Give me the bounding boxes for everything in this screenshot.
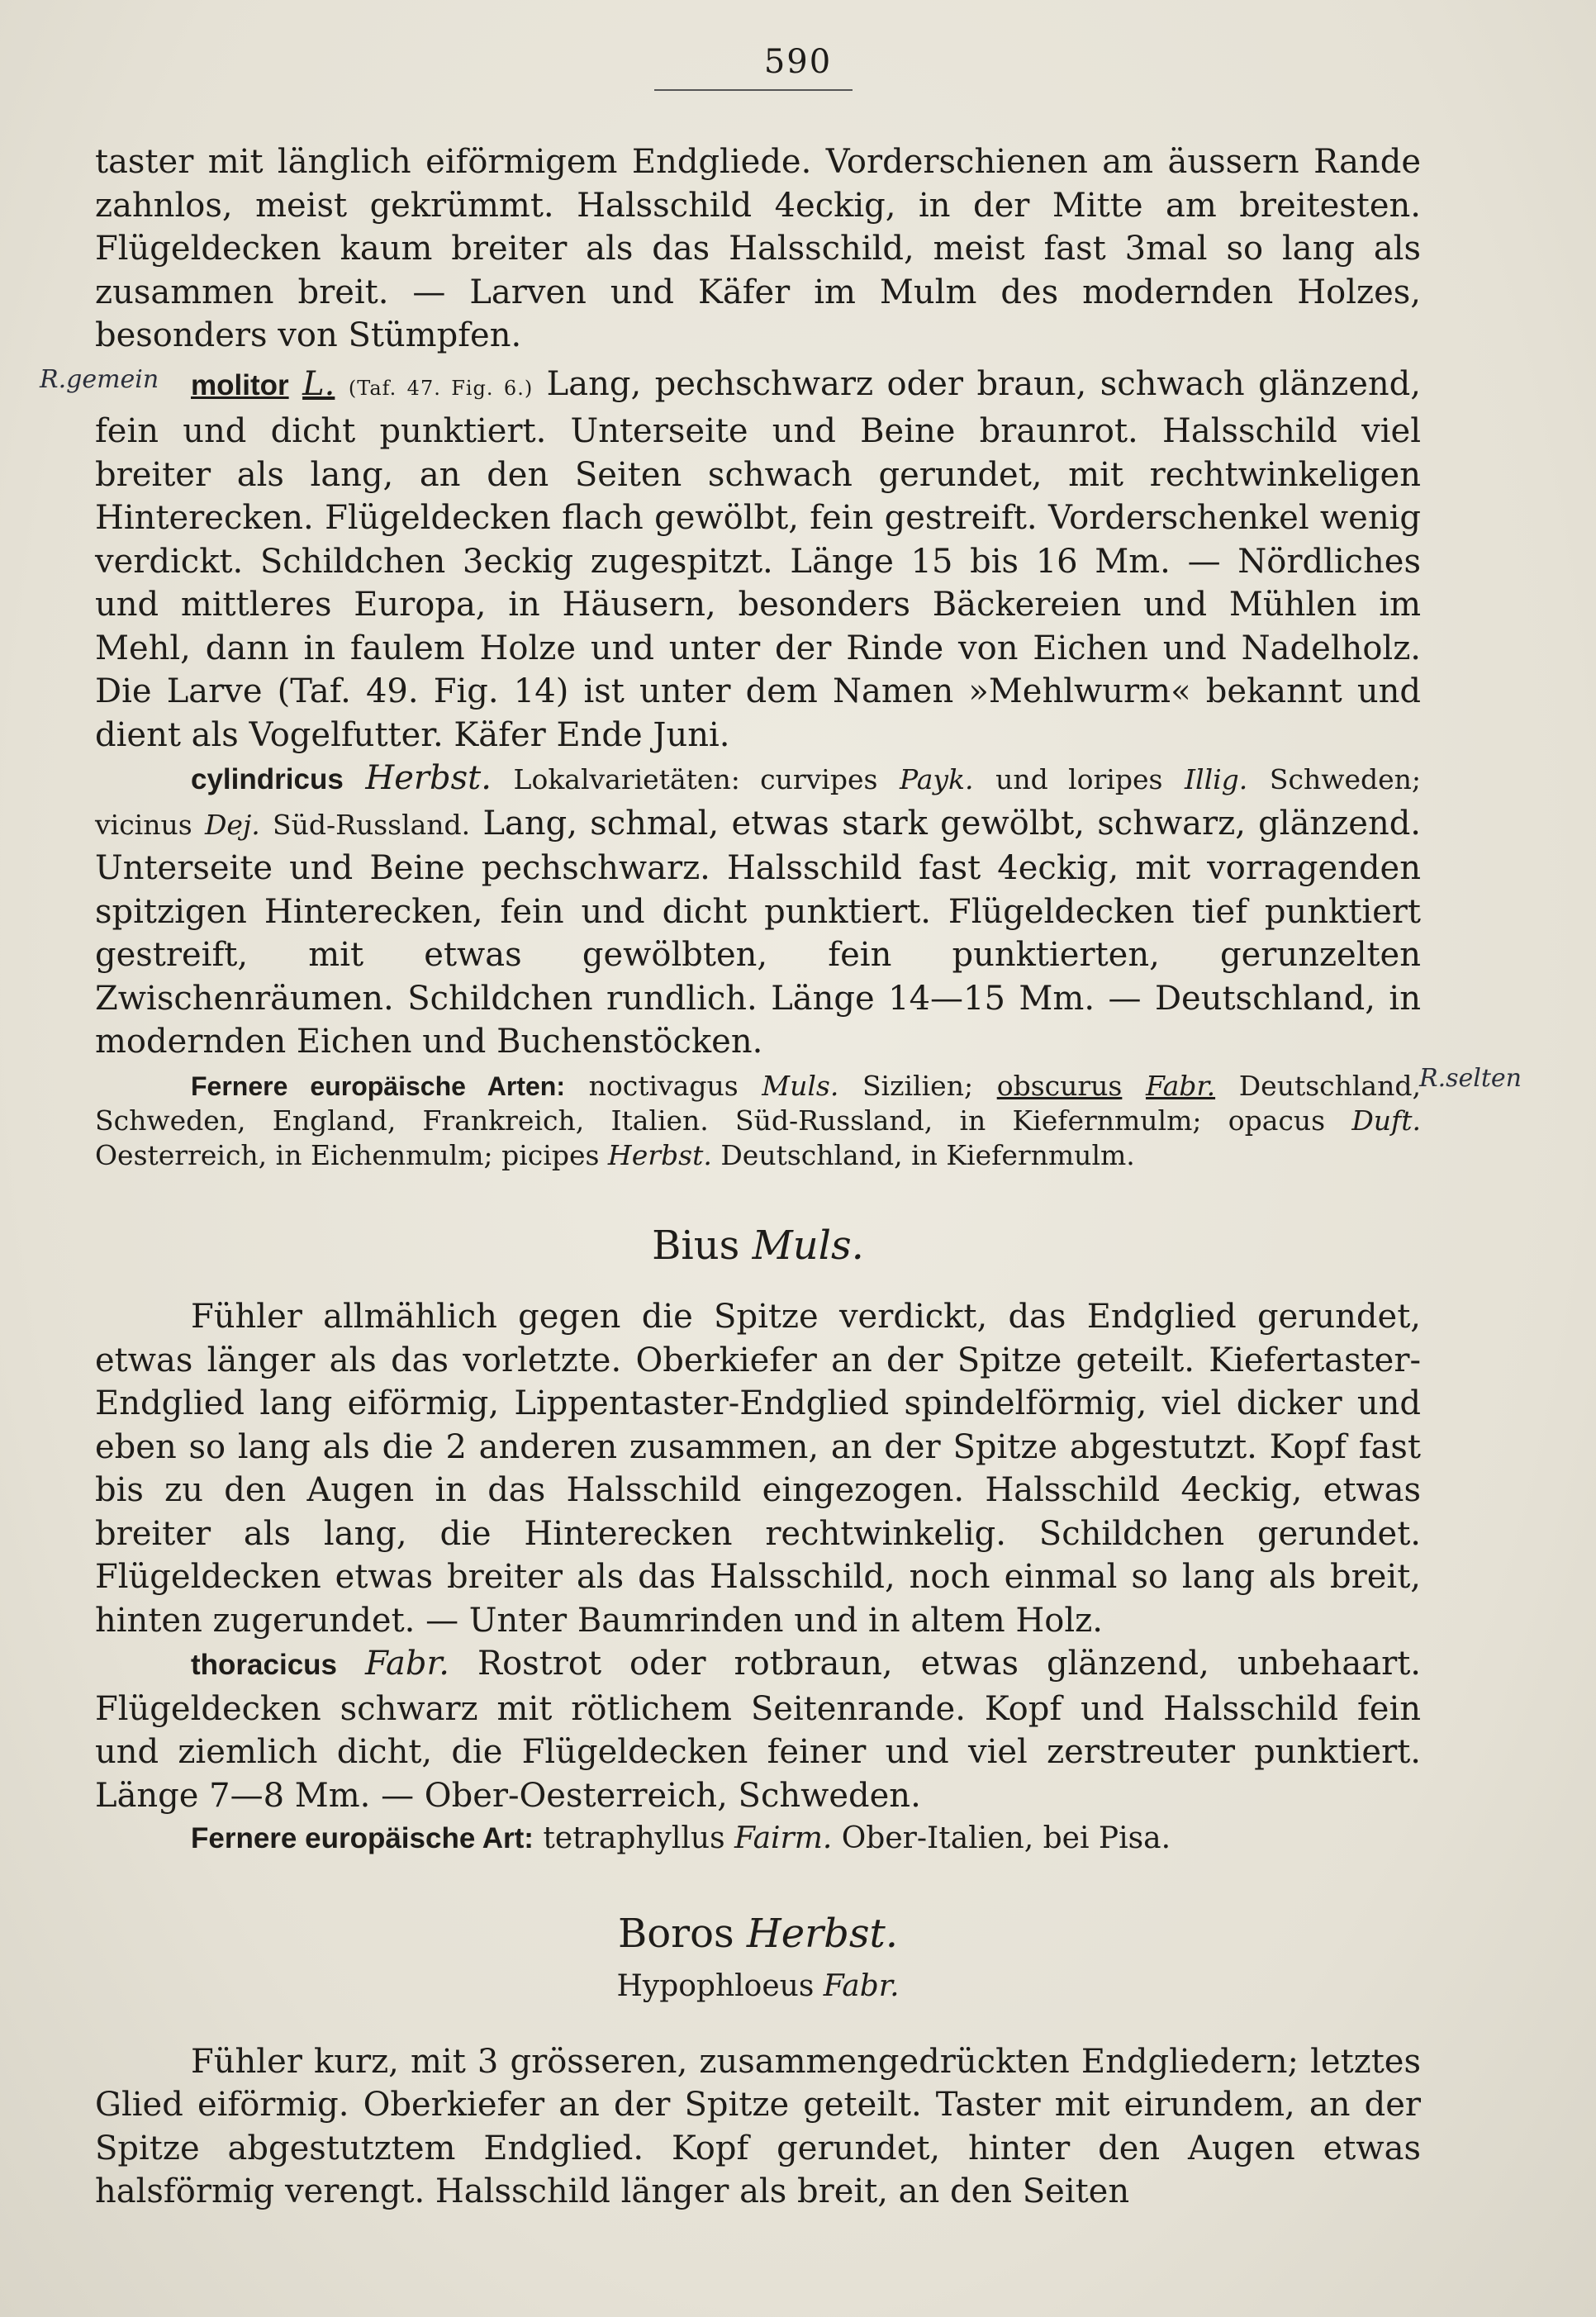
further-label: Fernere europäische Art:	[191, 1822, 534, 1854]
further-species-2: Fernere europäische Art: tetraphyllus Fairm. Ober-Italien, bei Pisa.	[191, 1821, 1171, 1855]
paragraph-intro: taster mit länglich eiförmigem Endgliede. Vorderschienen am äussern Rande zahnlos, meist gekrümmt. Halsschild 4eckig, in der Mitte am breitesten. Flügeldecken kaum breiter als das Halsschild, meist fast 3mal so lang als zusammen breit. — Larven und Käfer im Mulm des modernden Holzes, besonders von Stümpfen.	[95, 143, 1421, 354]
page-body	[95, 140, 1421, 2214]
species-thoracicus	[95, 1642, 1421, 1817]
plate-reference: (Taf. 47. Fig. 6.)	[348, 376, 534, 400]
genus-heading-bius: Bius Muls.	[652, 1222, 864, 1269]
species-author: Fabr.	[365, 1645, 449, 1683]
species-name: thoracicus	[191, 1649, 337, 1681]
genus-description-bius: Fühler allmählich gegen die Spitze verdickt, das Endglied gerundet, etwas länger als das vorletzte. Oberkiefer an der Spitze geteilt. Kiefertaster-Endglied lang eiförmig, Lippentaster-Endglied spindelförmig, viel dicker und eben so lang als die 2 anderen zusammen, an der Spitze abgestutzt. Kopf fast bis zu den Augen in das Halsschild eingezogen. Halsschild 4eckig, etwas breiter als lang, die Hinterecken rechtwinkelig. Schildchen gerundet. Flügeldecken etwas breiter als das Halsschild, noch einmal so lang als breit, hinten zugerundet. — Unter Baumrinden und in altem Holz.	[95, 1298, 1421, 1640]
genus-description-boros: Fühler kurz, mit 3 grösseren, zusammengedrückten Endgliedern; letztes Glied eiförmig. Oberkiefer an der Spitze geteilt. Taster mit eirundem, an der Spitze abgestutztem Endglied. Kopf gerundet, hinter den Augen etwas halsförmig verengt. Halsschild länger als breit, an den Seiten	[95, 2042, 1421, 2210]
species-name: molitor	[191, 368, 289, 401]
species-name: cylindricus	[191, 763, 344, 795]
genus-synonym: Hypophloeus Fabr.	[616, 1969, 900, 2003]
species-author: L.	[302, 364, 335, 403]
handwritten-note-left: R.gemein	[40, 365, 159, 394]
page-number-rule	[654, 89, 853, 91]
species-description: Lang, pechschwarz oder braun, schwach glänzend, fein und dicht punktiert. Unterseite und Beine braunrot. Halsschild viel breiter als lang, an den Seiten schwach gerundet, mit rechtwinkeligen Hinterecken. Flügeldecken flach gewölbt, fein gestreift. Vorderschenkel wenig verdickt. Schildchen 3eckig zugespitzt. Länge 15 bis 16 Mm. — Nördliches und mittleres Europa, in Häusern, besonders Bäckereien und Mühlen im Mehl, dann in faulem Holze und unter der Rinde von Eichen und Nadelholz. Die Larve (Taf. 49. Fig. 14) ist unter dem Namen »Mehlwurm« bekannt und dient als Vogelfutter. Käfer Ende Juni.	[95, 364, 1421, 754]
species-cylindricus: cylindricus Herbst. Lokalvarietäten: curvipes Payk. und loripes Illig. Schweden; vicinus Dej. Süd-Russland. Lang, schmal, etwas stark gewölbt, schwarz, glänzend. Unterseite und Beine pechschwarz. Halsschild fast 4eckig, mit vorragenden spitzigen Hinterecken, fein und dicht punktiert. Flügeldecken tief punktiert gestreift, mit etwas gewölbten, fein punktierten, gerunzelten Zwischenräumen. Schildchen rundlich. Länge 14—15 Mm. — Deutschland, in modernden Eichen und Buchenstöcken.	[95, 759, 1422, 1061]
further-label: Fernere europäische Arten:	[191, 1071, 565, 1101]
page-number: 590	[763, 43, 833, 81]
genus-heading-boros: Boros Herbst.	[617, 1910, 899, 1957]
species-description: Lang, schmal, etwas stark gewölbt, schwarz, glänzend. Unterseite und Beine pechschwarz. Halsschild fast 4eckig, mit vorragenden spitzigen Hinterecken, fein und dicht punktiert. Flügeldecken tief punktiert gestreift, mit etwas gewölbten, fein punktierten, gerunzelten Zwischenräumen. Schildchen rundlich. Länge 14—15 Mm. — Deutschland, in modernden Eichen und Buchenstöcken.	[95, 804, 1422, 1061]
species-molitor	[95, 363, 1421, 757]
species-description: Rostrot oder rotbraun, etwas glänzend, unbehaart. Flügeldecken schwarz mit rötlichem Seitenrande. Kopf und Halsschild fein und ziemlich dicht, die Flügeldecken feiner und viel zerstreuter punktiert. Länge 7—8 Mm. — Ober-Oesterreich, Schweden.	[95, 1645, 1422, 1815]
species-author: Herbst.	[365, 759, 492, 797]
further-species-1: Fernere europäische Arten: noctivagus Muls. Sizilien; obscurus Fabr. Deutschland, Schweden, England, Frankreich, Italien. Süd-Russland, in Kiefernmulm; opacus Duft. Oesterreich, in Eichenmulm; picipes Herbst. Deutschland, in Kiefernmulm.	[95, 1069, 1421, 1171]
handwritten-note-right: R.selten	[1419, 1064, 1522, 1093]
